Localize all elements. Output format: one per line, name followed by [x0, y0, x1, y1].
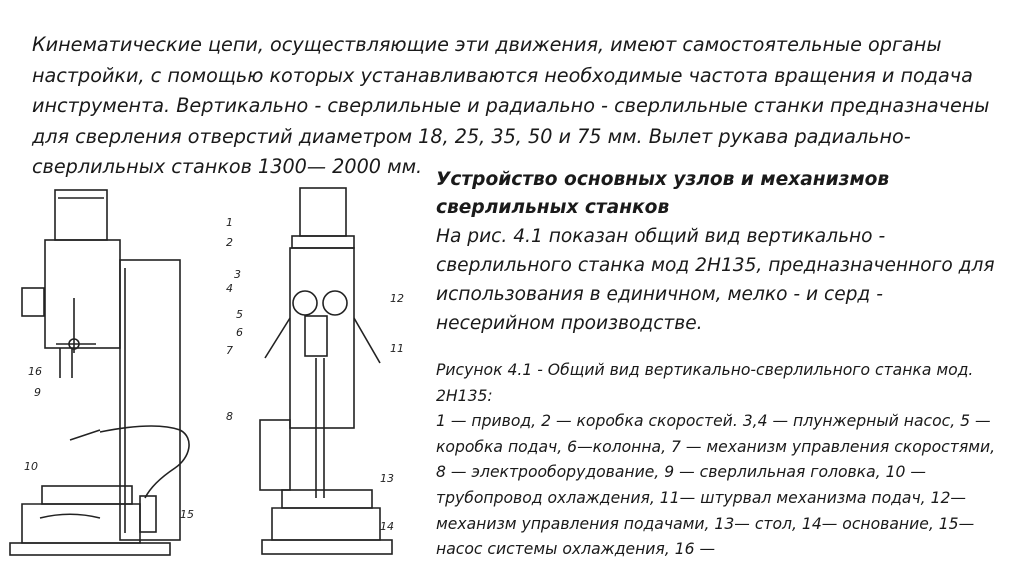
svg-text:5: 5	[236, 308, 243, 321]
svg-text:6: 6	[236, 326, 243, 339]
svg-text:13: 13	[380, 472, 394, 485]
svg-text:10: 10	[24, 460, 38, 473]
svg-text:12: 12	[390, 292, 404, 305]
section-text	[436, 166, 1006, 563]
column-right	[290, 248, 354, 428]
figure-caption-heading: Рисунок 4.1 - Общий вид вертикально-сверлильного станка мод. 2Н135:	[436, 361, 974, 405]
table-right	[282, 490, 372, 508]
table-left	[42, 486, 132, 504]
svg-text:3: 3	[234, 268, 241, 281]
section-title: Устройство основных узлов и механизмов сверлильных станков	[436, 169, 890, 218]
svg-text:1: 1	[226, 216, 233, 229]
figure-caption-legend: 1 — привод, 2 — коробка скоростей. 3,4 — плунжерный насос, 5 — коробка подач, 6—колонна, 7 — механизм управления скоростями, 8 — электрооборудование, 9 — сверлильная головка, 10 — трубопровод охлаждения, 11— штурвал механизма подач, 12— механизм управления подачами, 13— стол, 14— основание, 15—насос системы охлаждения, 16 —	[436, 412, 996, 559]
svg-text:4: 4	[226, 282, 233, 295]
svg-text:15: 15	[180, 508, 194, 521]
svg-text:11: 11	[390, 342, 404, 355]
drill-press-figure	[0, 168, 425, 574]
svg-text:16: 16	[28, 365, 42, 378]
svg-text:9: 9	[34, 386, 41, 399]
motor-housing-right	[300, 188, 346, 236]
section-body: На рис. 4.1 показан общий вид вертикально - сверлильного станка мод 2Н135, предназначенного для использования в единичном, мелко - и серд - несерийном производстве.	[436, 226, 995, 334]
electrical-cabinet	[260, 420, 290, 490]
gearbox-left	[45, 240, 120, 348]
column-left	[120, 260, 180, 540]
svg-text:8: 8	[226, 410, 233, 423]
svg-text:14: 14	[380, 520, 394, 533]
svg-text:7: 7	[226, 344, 233, 357]
svg-text:2: 2	[226, 236, 233, 249]
intro-paragraph: Кинематические цепи, осуществляющие эти движения, имеют самостоятельные органы настройки, с помощью которых устанавливаются необходимые частота вращения и подача инструмента. Вертикально - сверлильные и радиально - сверлильные станки предназначены для сверления отверстий диаметром 18, 25, 35, 50 и 75 мм. Вылет рукава радиально-сверлильных станков 1300— 2000 мм.	[32, 33, 990, 179]
